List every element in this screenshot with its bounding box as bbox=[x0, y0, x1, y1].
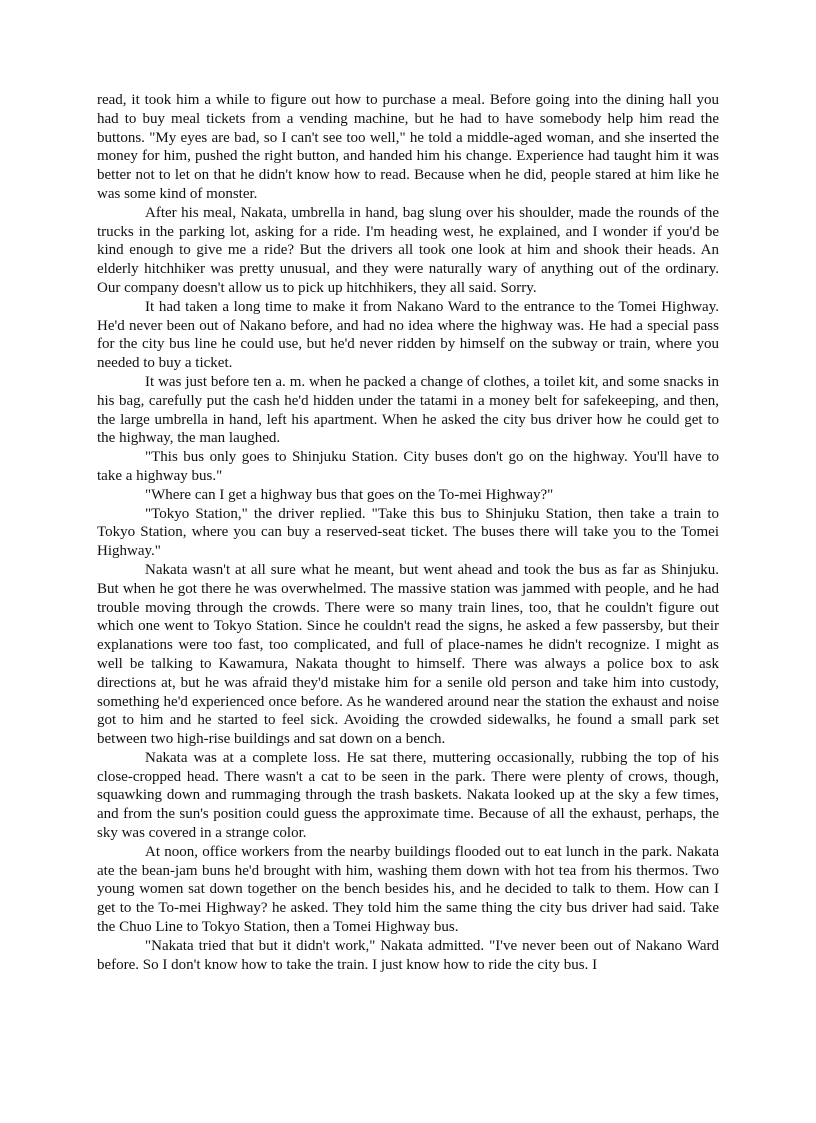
paragraph: "Nakata tried that but it didn't work," Nakata admitted. "I've never been out of Nakano Ward before. So I don't know how to take the train. I just know how to ride the city bus. I bbox=[97, 937, 719, 973]
paragraph: After his meal, Nakata, umbrella in hand, bag slung over his shoulder, made the rounds of the trucks in the parking lot, asking for a ride. I'm heading west, he explained, and I wonder if you'd be kind enough to give me a ride? But the drivers all took one look at him and shook their heads. An elderly hitchhiker was pretty unusual, and they were naturally wary of anything out of the ordinary. Our company doesn't allow us to pick up hitchhikers, they all said. Sorry. bbox=[97, 204, 719, 296]
paragraph: "This bus only goes to Shinjuku Station. City buses don't go on the highway. You'll have to take a highway bus." bbox=[97, 449, 719, 484]
paragraph: "Where can I get a highway bus that goes on the To-mei Highway?" bbox=[145, 486, 554, 503]
document-page bbox=[97, 91, 719, 974]
paragraph: It had taken a long time to make it from Nakano Ward to the entrance to the Tomei Highway. He'd never been out of Nakano before, and had no idea where the highway was. He had a special pass for the city bus line he could use, but he'd never ridden by himself on the subway or train, where you needed to buy a ticket. bbox=[97, 298, 719, 372]
paragraph: read, it took him a while to figure out how to purchase a meal. Before going into the dining hall you had to buy meal tickets from a vending machine, but he had to have somebody help him read the buttons. "My eyes are bad, so I can't see too well," he told a middle-aged woman, and she inserted the money for him, pushed the right button, and handed him his change. Experience had taught him it was better not to let on that he didn't know how to read. Because when he did, people stared at him like he was some kind of monster. bbox=[97, 92, 719, 202]
paragraph: At noon, office workers from the nearby buildings flooded out to eat lunch in the park. Nakata ate the bean-jam buns he'd brought with him, washing them down with hot tea from his thermos. Two young women sat down together on the bench besides his, and he decided to talk to them. How can I get to the To-mei Highway? he asked. They told him the same thing the city bus driver had said. Take the Chuo Line to Tokyo Station, then a Tomei Highway bus. bbox=[97, 843, 719, 936]
paragraph: "Tokyo Station," the driver replied. "Take this bus to Shinjuku Station, then take a train to Tokyo Station, where you can buy a reserved-seat ticket. The buses there will take you to the Tomei Highway." bbox=[97, 505, 719, 560]
paragraph: It was just before ten a. m. when he packed a change of clothes, a toilet kit, and some snacks in his bag, carefully put the cash he'd hidden under the tatami in a money belt for safekeeping, and then, the large umbrella in hand, left his apartment. When he asked the city bus driver how he could get to the highway, the man laughed. bbox=[97, 373, 719, 447]
paragraph: Nakata wasn't at all sure what he meant, but went ahead and took the bus as far as Shinjuku. But when he got there he was overwhelmed. The massive station was jammed with people, and he had trouble moving through the crowds. There were so many train lines, too, that he couldn't figure out which one went to Tokyo Station. Since he couldn't read the signs, he asked a few passersby, but their explanations were too fast, too complicated, and full of place-names he didn't recognize. I might as well be talking to Kawamura, Nakata thought to himself. There was always a police box to ask directions at, but he was afraid they'd mistake him for a senile old person and take him into custody, something he'd experienced once before. As he wandered around near the station the exhaust and noise got to him and he started to feel sick. Avoiding the crowded sidewalks, he found a small park set between two high-rise buildings and sat down on a bench. bbox=[97, 561, 719, 748]
paragraph: Nakata was at a complete loss. He sat there, muttering occasionally, rubbing the top of his close-cropped head. There wasn't a cat to be seen in the park. There were plenty of crows, though, squawking down and rummaging through the trash baskets. Nakata looked up at the sky a few times, and from the sun's position could guess the approximate time. Because of all the exhaust, perhaps, the sky was covered in a strange color. bbox=[97, 749, 719, 842]
